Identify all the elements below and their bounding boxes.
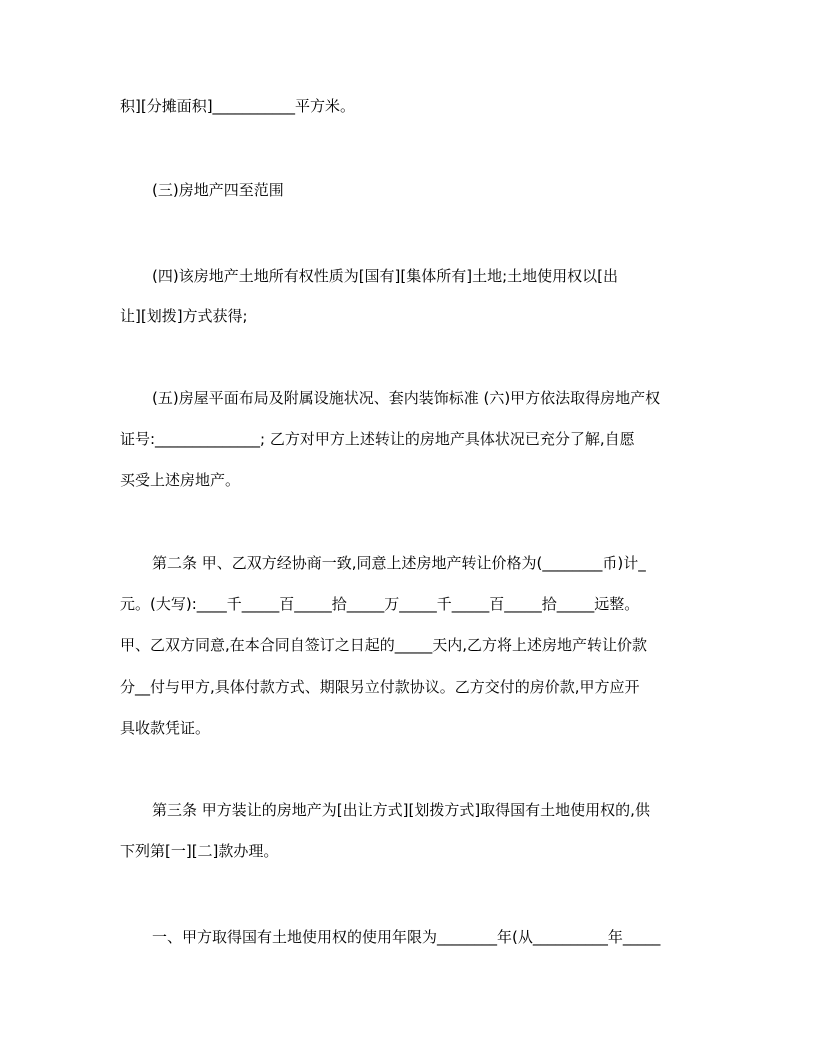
text-line-13: 第三条 甲方装让的房地产为[出让方式][划拨方式]取得国有土地使用权的,供 [152,801,650,819]
text-line-11: 分__付与甲方,具体付款方式、期限另立付款协议。乙方交付的房价款,甲方应开 [120,678,640,696]
text-line-5: (五)房屋平面布局及附属设施状况、套内装饰标准 (六)甲方依法取得房地产权 [152,389,661,407]
text-line-14: 下列第[一][二]款办理。 [120,842,279,860]
text-line-2: (三)房地产四至范围 [152,181,284,199]
text-line-12: 具收款凭证。 [120,719,211,737]
text-line-8: 第二条 甲、乙双方经协商一致,同意上述房地产转让价格为(________币)计_ [152,554,646,572]
text-line-6: 证号:______________; 乙方对甲方上述转让的房地产具体状况已充分了解,自愿 [120,430,635,448]
text-line-1: 积][分摊面积]___________平方米。 [120,97,356,115]
text-line-7: 买受上述房地产。 [120,471,241,489]
text-line-4: 让][划拨]方式获得; [120,307,248,325]
text-line-15: 一、甲方取得国有土地使用权的使用年限为________年(从__________年_____ [152,928,661,946]
text-line-3: (四)该房地产土地所有权性质为[国有][集体所有]土地;土地使用权以[出 [152,267,619,285]
text-line-9: 元。(大写):____千_____百_____拾_____万_____千_____百_____拾_____远整。 [120,595,640,613]
text-line-10: 甲、乙双方同意,在本合同自签订之日起的_____天内,乙方将上述房地产转让价款 [120,636,648,654]
